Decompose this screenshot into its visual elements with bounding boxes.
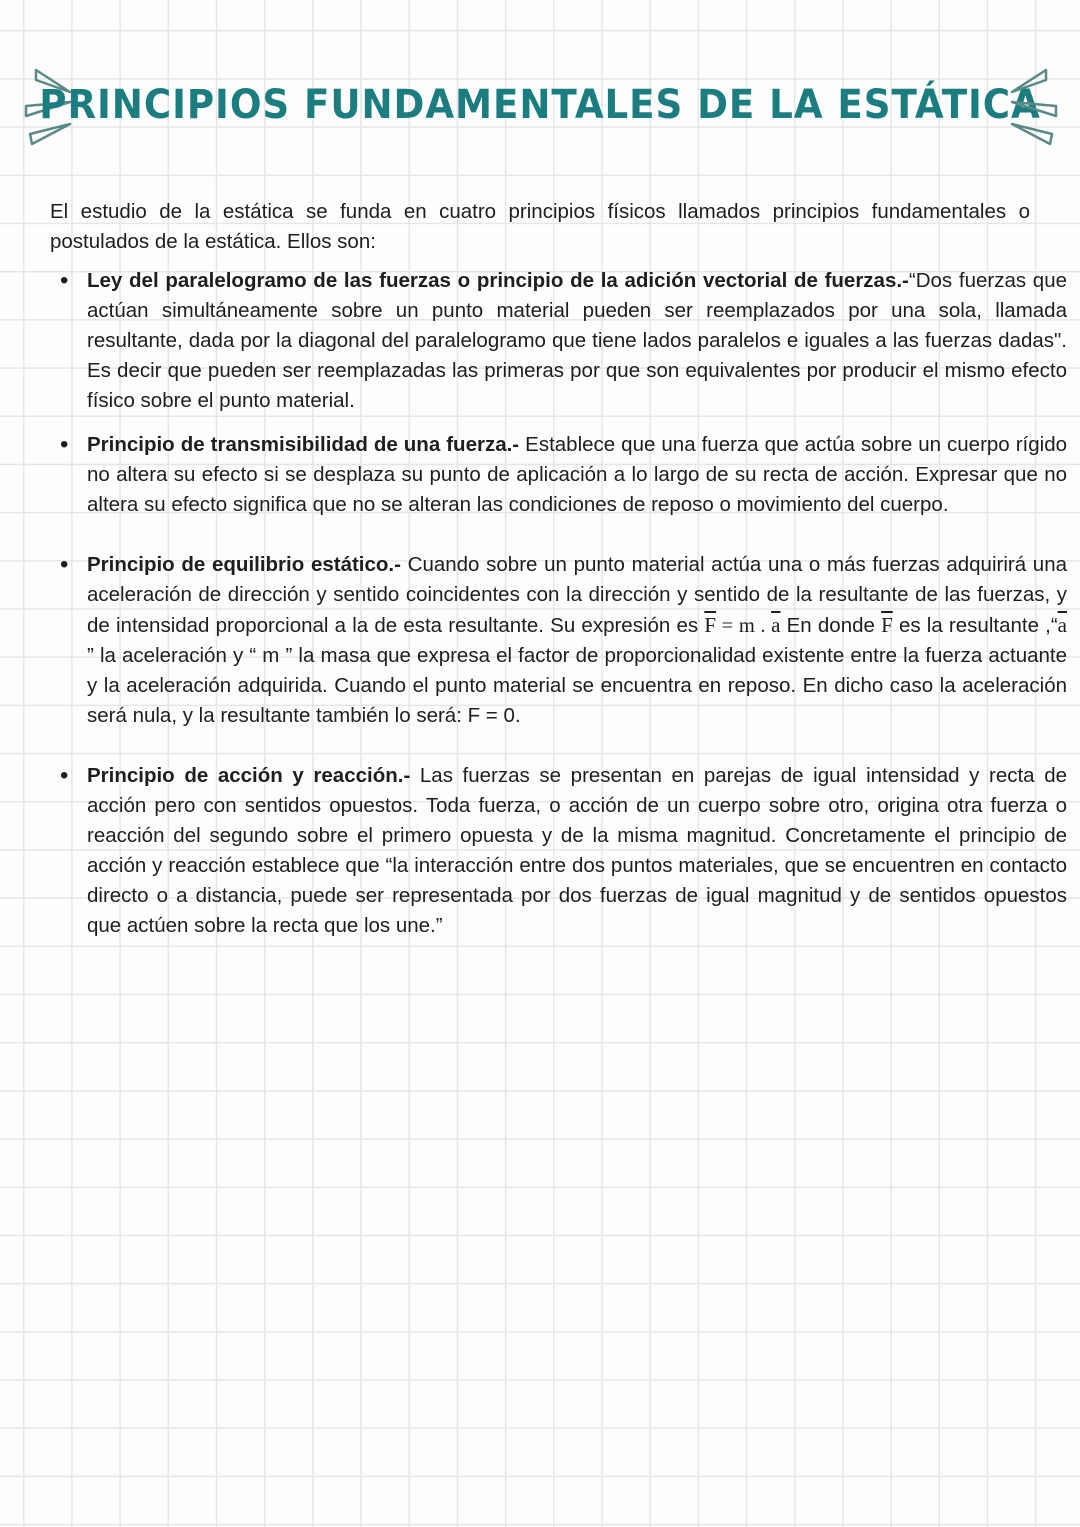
- principle-heading: Principio de equilibrio estático.-: [87, 553, 401, 576]
- page-title: PRINCIPIOS FUNDAMENTALES DE LA ESTÁTICA: [39, 82, 1041, 128]
- principle-text: Establece que una fuerza que actúa sobre un cuerpo rígido no altera su efecto si se desplaza su punto de aplicación a lo largo de su recta de acción. Expresar que no altera su efecto significa que no se alteran las condiciones de reposo o movimiento del cuerpo.: [87, 433, 1067, 516]
- intro-paragraph: El estudio de la estática se funda en cuatro principios físicos llamados principios fundamentales o postulados de la estática. Ellos son:: [50, 199, 1030, 253]
- principle-item: [87, 266, 1067, 416]
- principle-text: En donde: [780, 614, 882, 637]
- principle-text: es la resultante ,“: [892, 614, 1058, 637]
- principle-heading: Ley del paralelogramo de las fuerzas o principio de la adición vectorial de fuerzas.-: [87, 269, 909, 292]
- formula-force: $\overline{F}$: [881, 613, 893, 637]
- principles-list: [50, 266, 1067, 941]
- principle-item: [87, 550, 1067, 731]
- principle-text: ” la aceleración y “ m ” la masa que expresa el factor de proporcionalidad existente entre la fuerza actuante y la aceleración adquirida. Cuando el punto material se encuentra en reposo. En dicho caso la aceleración será nula, y la resultante también lo será: F = 0.: [87, 644, 1067, 727]
- formula-acceleration: $\overline{a}$: [771, 613, 781, 637]
- principle-heading: Principio de transmisibilidad de una fuerza.-: [87, 433, 520, 456]
- right-title-decoration-icon: [1000, 62, 1060, 152]
- formula: [704, 614, 780, 637]
- formula-force: $\overline{F}$: [704, 613, 717, 637]
- principle-text: Cuando sobre un punto material actúa una o más fuerzas adquirirá una aceleración de dirección y sentido coincidentes con la dirección y sentido de la resultante de las fuerzas, y de intensidad proporcional a la de esta resultante. Su expresión es: [87, 553, 1067, 637]
- principle-item: [87, 761, 1067, 941]
- principle-text: Las fuerzas se presentan en parejas de igual intensidad y recta de acción pero con sentidos opuestos. Toda fuerza, o acción de un cuerpo sobre otro, origina otra fuerza o reacción del segundo sobre el primero opuesta y de la misma magnitud. Concretamente el principio de acción y reacción establece que “la interacción entre dos puntos materiales, que se encuentren en contacto directo o a distancia, puede ser representada por dos fuerzas de igual magnitud y de sentidos opuestos que actúen sobre la recta que los une.”: [87, 764, 1067, 937]
- formula-equals: = m .: [716, 615, 772, 637]
- formula-acceleration: $\overline{a}$: [1057, 613, 1067, 637]
- principle-item: [87, 430, 1067, 520]
- principle-heading: Principio de acción y reacción.-: [87, 764, 411, 787]
- principle-text: “Dos fuerzas que actúan simultáneamente sobre un punto material pueden ser reemplazados por una sola, llamada resultante, dada por la diagonal del paralelogramo que tiene lados paralelos e iguales a las fuerzas dadas". Es decir que pueden ser reemplazadas las primeras por que son equivalentes por producir el mismo efecto físico sobre el punto material.: [87, 269, 1067, 412]
